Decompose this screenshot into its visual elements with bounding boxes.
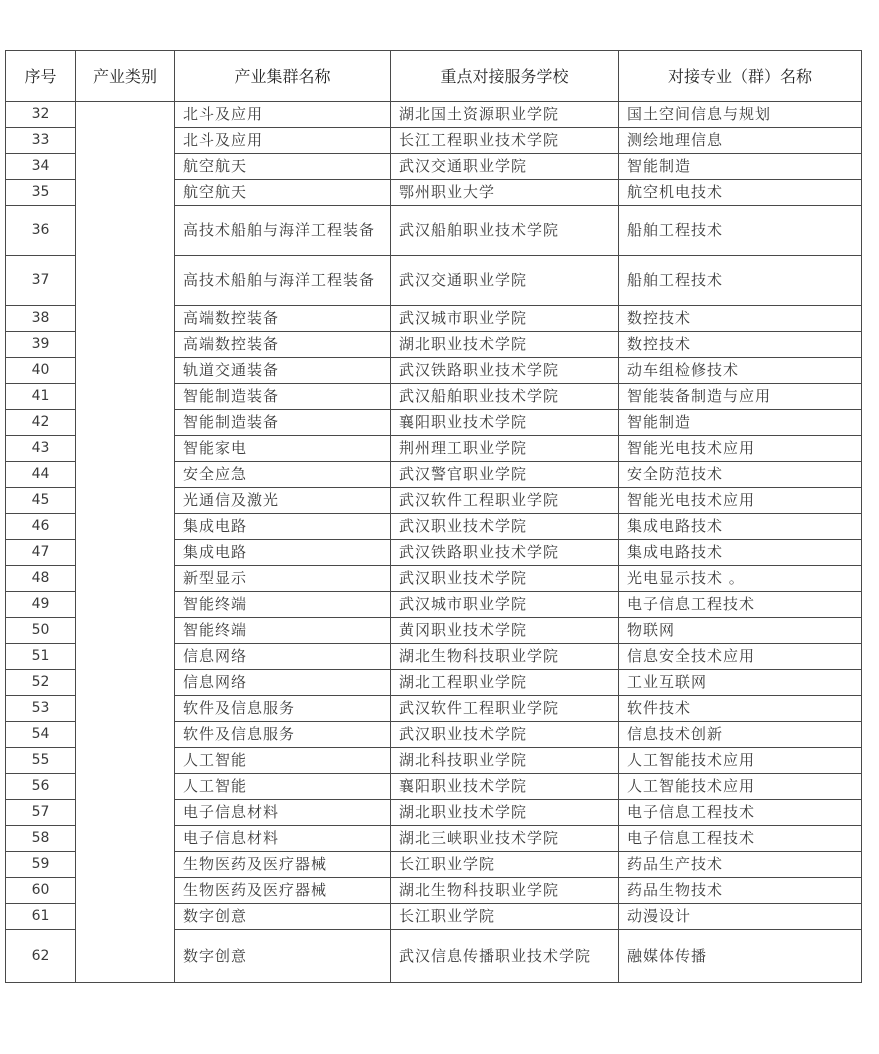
header-no: 序号 — [6, 51, 76, 102]
school-cell: 湖北三峡职业技术学院 — [391, 826, 619, 852]
school-cell: 襄阳职业技术学院 — [391, 410, 619, 436]
row-no: 33 — [6, 128, 76, 154]
cluster-cell: 生物医药及医疗器械 — [175, 878, 391, 904]
row-no: 46 — [6, 514, 76, 540]
cluster-cell: 光通信及激光 — [175, 488, 391, 514]
header-category: 产业类别 — [76, 51, 175, 102]
school-cell: 长江职业学院 — [391, 904, 619, 930]
school-cell: 长江职业学院 — [391, 852, 619, 878]
row-no: 47 — [6, 540, 76, 566]
school-cell: 武汉交通职业学院 — [391, 256, 619, 306]
row-no: 37 — [6, 256, 76, 306]
row-no: 61 — [6, 904, 76, 930]
school-cell: 武汉警官职业学院 — [391, 462, 619, 488]
major-cell: 电子信息工程技术 — [619, 826, 862, 852]
cluster-cell: 软件及信息服务 — [175, 696, 391, 722]
cluster-cell: 智能终端 — [175, 592, 391, 618]
cluster-cell: 高端数控装备 — [175, 332, 391, 358]
row-no: 35 — [6, 180, 76, 206]
major-cell: 药品生物技术 — [619, 878, 862, 904]
row-no: 34 — [6, 154, 76, 180]
major-cell: 工业互联网 — [619, 670, 862, 696]
row-no: 54 — [6, 722, 76, 748]
school-cell: 武汉铁路职业技术学院 — [391, 540, 619, 566]
row-no: 32 — [6, 102, 76, 128]
school-cell: 武汉交通职业学院 — [391, 154, 619, 180]
header-major: 对接专业（群）名称 — [619, 51, 862, 102]
major-cell: 智能制造 — [619, 410, 862, 436]
row-no: 58 — [6, 826, 76, 852]
school-cell: 武汉职业技术学院 — [391, 514, 619, 540]
major-cell: 动车组检修技术 — [619, 358, 862, 384]
school-cell: 湖北生物科技职业学院 — [391, 878, 619, 904]
school-cell: 黄冈职业技术学院 — [391, 618, 619, 644]
cluster-cell: 集成电路 — [175, 514, 391, 540]
school-cell: 湖北工程职业学院 — [391, 670, 619, 696]
row-no: 53 — [6, 696, 76, 722]
row-no: 51 — [6, 644, 76, 670]
school-cell: 襄阳职业技术学院 — [391, 774, 619, 800]
major-cell: 船舶工程技术 — [619, 256, 862, 306]
row-no: 50 — [6, 618, 76, 644]
cluster-cell: 安全应急 — [175, 462, 391, 488]
industry-school-table — [5, 50, 862, 983]
header-row — [6, 51, 862, 102]
cluster-cell: 电子信息材料 — [175, 800, 391, 826]
table-row — [6, 102, 862, 128]
cluster-cell: 数字创意 — [175, 930, 391, 983]
row-no: 60 — [6, 878, 76, 904]
major-cell: 光电显示技术 。 — [619, 566, 862, 592]
cluster-cell: 数字创意 — [175, 904, 391, 930]
cluster-cell: 智能制造装备 — [175, 384, 391, 410]
row-no: 40 — [6, 358, 76, 384]
cluster-cell: 智能家电 — [175, 436, 391, 462]
major-cell: 数控技术 — [619, 306, 862, 332]
major-cell: 智能光电技术应用 — [619, 488, 862, 514]
major-cell: 信息技术创新 — [619, 722, 862, 748]
cluster-cell: 人工智能 — [175, 774, 391, 800]
cluster-cell: 信息网络 — [175, 644, 391, 670]
row-no: 48 — [6, 566, 76, 592]
school-cell: 武汉信息传播职业技术学院 — [391, 930, 619, 983]
cluster-cell: 北斗及应用 — [175, 128, 391, 154]
major-cell: 测绘地理信息 — [619, 128, 862, 154]
cluster-cell: 高技术船舶与海洋工程装备 — [175, 256, 391, 306]
school-cell: 鄂州职业大学 — [391, 180, 619, 206]
school-cell: 湖北职业技术学院 — [391, 800, 619, 826]
cluster-cell: 软件及信息服务 — [175, 722, 391, 748]
row-no: 45 — [6, 488, 76, 514]
row-no: 36 — [6, 206, 76, 256]
major-cell: 船舶工程技术 — [619, 206, 862, 256]
category-cell — [76, 102, 175, 983]
major-cell: 集成电路技术 — [619, 540, 862, 566]
school-cell: 武汉船舶职业技术学院 — [391, 384, 619, 410]
row-no: 44 — [6, 462, 76, 488]
cluster-cell: 高技术船舶与海洋工程装备 — [175, 206, 391, 256]
cluster-cell: 航空航天 — [175, 154, 391, 180]
major-cell: 人工智能技术应用 — [619, 774, 862, 800]
major-cell: 电子信息工程技术 — [619, 800, 862, 826]
major-cell: 人工智能技术应用 — [619, 748, 862, 774]
school-cell: 湖北生物科技职业学院 — [391, 644, 619, 670]
major-cell: 智能光电技术应用 — [619, 436, 862, 462]
header-school: 重点对接服务学校 — [391, 51, 619, 102]
cluster-cell: 高端数控装备 — [175, 306, 391, 332]
cluster-cell: 信息网络 — [175, 670, 391, 696]
school-cell: 武汉职业技术学院 — [391, 722, 619, 748]
row-no: 49 — [6, 592, 76, 618]
major-cell: 药品生产技术 — [619, 852, 862, 878]
major-cell: 航空机电技术 — [619, 180, 862, 206]
cluster-cell: 北斗及应用 — [175, 102, 391, 128]
header-cluster: 产业集群名称 — [175, 51, 391, 102]
school-cell: 武汉职业技术学院 — [391, 566, 619, 592]
row-no: 42 — [6, 410, 76, 436]
row-no: 39 — [6, 332, 76, 358]
major-cell: 安全防范技术 — [619, 462, 862, 488]
cluster-cell: 智能制造装备 — [175, 410, 391, 436]
major-cell: 融媒体传播 — [619, 930, 862, 983]
row-no: 41 — [6, 384, 76, 410]
cluster-cell: 集成电路 — [175, 540, 391, 566]
school-cell: 湖北国土资源职业学院 — [391, 102, 619, 128]
school-cell: 武汉铁路职业技术学院 — [391, 358, 619, 384]
row-no: 43 — [6, 436, 76, 462]
major-cell: 动漫设计 — [619, 904, 862, 930]
row-no: 59 — [6, 852, 76, 878]
cluster-cell: 航空航天 — [175, 180, 391, 206]
school-cell: 武汉船舶职业技术学院 — [391, 206, 619, 256]
school-cell: 湖北科技职业学院 — [391, 748, 619, 774]
school-cell: 湖北职业技术学院 — [391, 332, 619, 358]
cluster-cell: 生物医药及医疗器械 — [175, 852, 391, 878]
school-cell: 武汉城市职业学院 — [391, 592, 619, 618]
major-cell: 物联网 — [619, 618, 862, 644]
school-cell: 武汉软件工程职业学院 — [391, 696, 619, 722]
cluster-cell: 电子信息材料 — [175, 826, 391, 852]
cluster-cell: 人工智能 — [175, 748, 391, 774]
row-no: 38 — [6, 306, 76, 332]
major-cell: 智能制造 — [619, 154, 862, 180]
cluster-cell: 轨道交通装备 — [175, 358, 391, 384]
school-cell: 武汉软件工程职业学院 — [391, 488, 619, 514]
row-no: 56 — [6, 774, 76, 800]
row-no: 55 — [6, 748, 76, 774]
row-no: 52 — [6, 670, 76, 696]
row-no: 57 — [6, 800, 76, 826]
school-cell: 荆州理工职业学院 — [391, 436, 619, 462]
school-cell: 武汉城市职业学院 — [391, 306, 619, 332]
cluster-cell: 智能终端 — [175, 618, 391, 644]
cluster-cell: 新型显示 — [175, 566, 391, 592]
major-cell: 数控技术 — [619, 332, 862, 358]
row-no: 62 — [6, 930, 76, 983]
school-cell: 长江工程职业技术学院 — [391, 128, 619, 154]
major-cell: 信息安全技术应用 — [619, 644, 862, 670]
major-cell: 软件技术 — [619, 696, 862, 722]
major-cell: 智能装备制造与应用 — [619, 384, 862, 410]
major-cell: 国土空间信息与规划 — [619, 102, 862, 128]
major-cell: 电子信息工程技术 — [619, 592, 862, 618]
major-cell: 集成电路技术 — [619, 514, 862, 540]
